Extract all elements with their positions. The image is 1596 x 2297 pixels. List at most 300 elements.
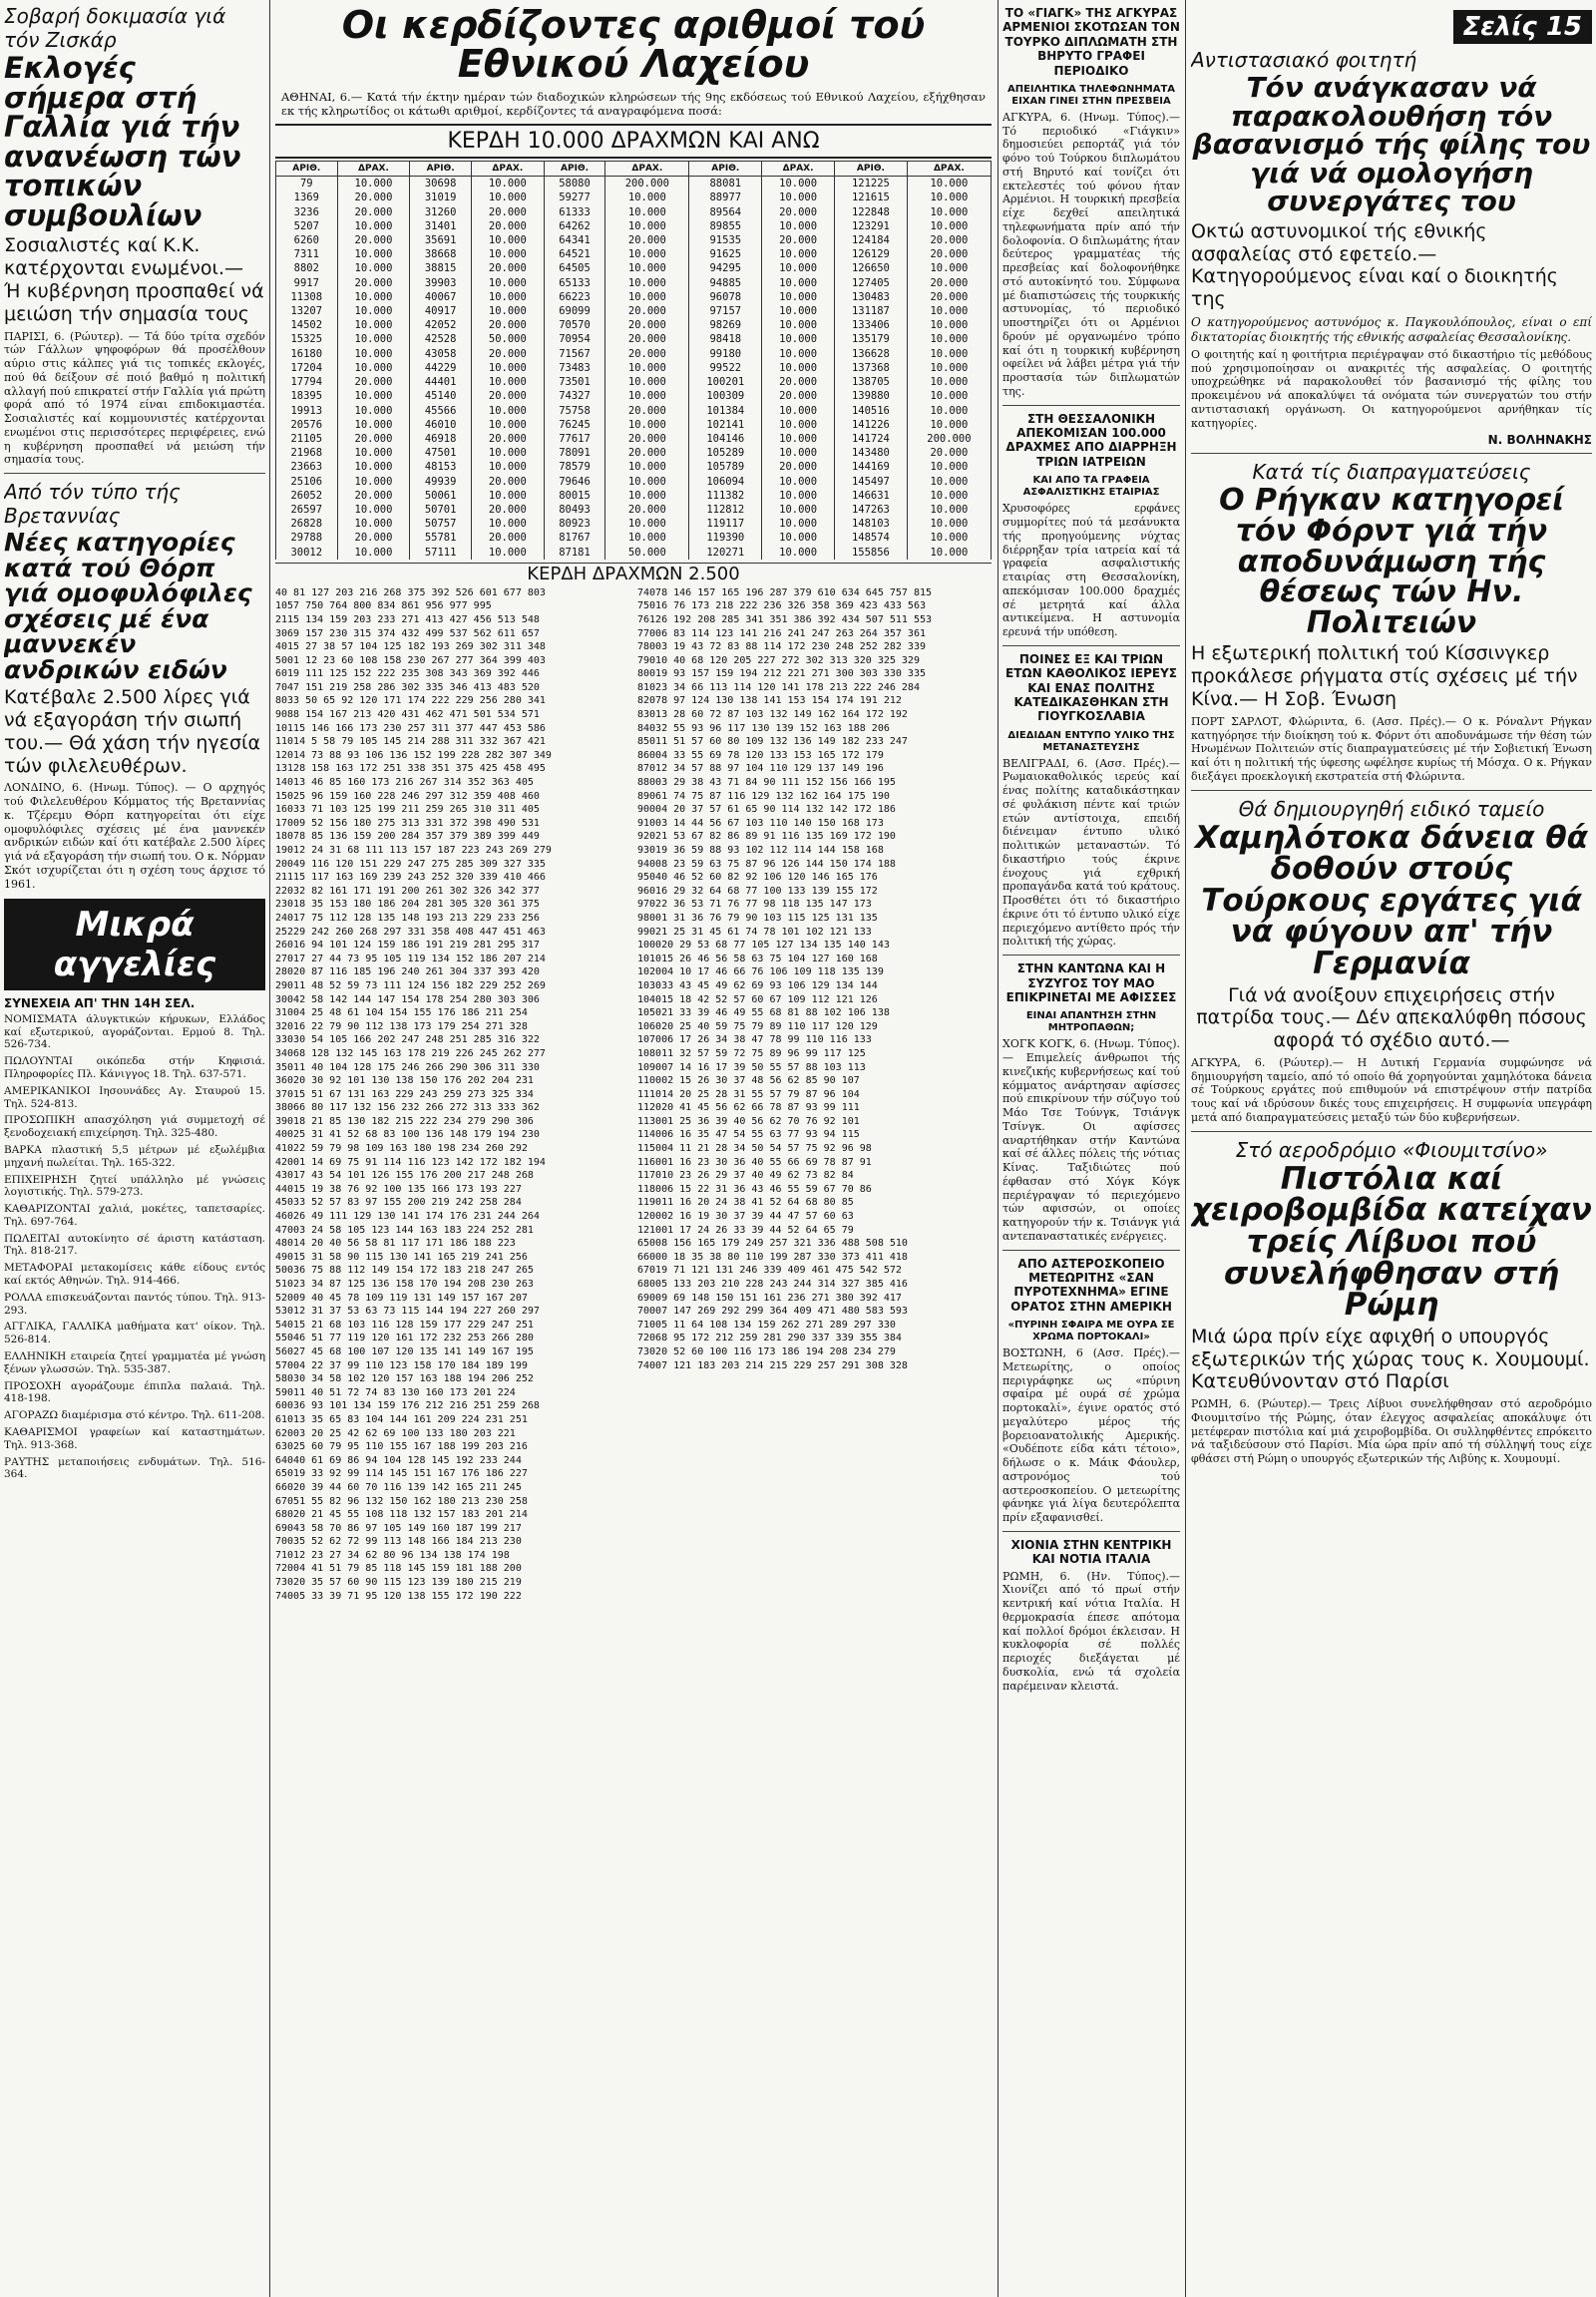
- prize-number-line: 58030 34 58 102 120 157 163 188 194 206 252: [275, 1373, 534, 1385]
- kicker-student: Αντιστασιακό φοιτητή: [1191, 48, 1417, 72]
- prize-number-line: 59011 40 51 72 74 83 130 160 173 201 224: [275, 1386, 516, 1398]
- prize-number-line: 3069 157 230 315 374 432 499 537 562 611 657: [275, 627, 540, 639]
- table-cell: 10.000: [762, 475, 835, 489]
- table-header: ΔΡΑΧ.: [337, 162, 410, 177]
- table-cell: 13207: [276, 304, 338, 318]
- prize-number-line: 71012 23 27 34 62 80 96 134 138 174 198: [275, 1549, 510, 1561]
- table-cell: 10.000: [907, 261, 991, 275]
- prize-number-line: 28020 87 116 185 196 240 261 304 337 393 420: [275, 966, 540, 978]
- table-cell: 30698: [410, 177, 472, 191]
- brief-meteor-text: ΒΟΣΤΩΝΗ, 6 (Ασσ. Πρές).— Μετεωρίτης, ο οποίος περιγράφηκε ως «πύρινη σφαίρα μέ ουρά σέ χρώμα πορτοκαλί», έγινε ορατός στό μεγαλύτερο μέρος τής βορειοανατολικής Αμερικής. «Ουδέποτε είδα κάτι τέτοιο», δήλωσε ο κ. Μάικ Φάουλερ, αστρονόμος τού αστεροσκοπείου. Ο μετεωρίτης φάνηκε γιά λίγα δευτερόλεπτα πρίν εξαφανισθεί.: [1002, 1346, 1180, 1525]
- headline-turkish-workers: Χαμηλότοκα δάνεια θά δοθούν στούς Τούρκους εργάτες γιά νά φύγουν απ' τήν Γερμανία: [1195, 819, 1588, 981]
- prize-number-line: 113001 25 36 39 40 56 62 70 76 92 101: [637, 1115, 860, 1127]
- prize-number-line: 49015 31 58 90 115 130 141 165 219 241 256: [275, 1251, 528, 1263]
- table-cell: 44229: [410, 361, 472, 375]
- table-cell: 69099: [544, 304, 605, 318]
- table-cell: 10.000: [762, 304, 835, 318]
- prize-number-line: 78003 19 43 72 83 88 114 172 230 248 252 282 339: [637, 641, 926, 653]
- table-cell: 58080: [544, 177, 605, 191]
- prize-number-line: 68020 21 45 55 108 118 132 157 183 201 214: [275, 1509, 528, 1521]
- brief-salonica-text: Χρυσοφόρες ερφάνες συμμορίτες πού τά μεσάνυκτα τής προηγούμενης νύχτας διέρρηξαν τρία ιατρεία καί τά γραφεία ασφαλιστικής εταιρίας στη Θεσσαλονίκη, απεκόμισαν 100.000 δραχμές σέ μετρητά καί άλλα αντικείμενα. Η αστυνομία ερευνά τήν υπόθεση.: [1002, 502, 1180, 639]
- prize-number-line: 89061 74 75 87 116 129 132 162 164 175 190: [637, 790, 890, 802]
- table-cell: 45566: [410, 404, 472, 418]
- prize-number-line: 85011 51 57 60 80 109 132 136 149 182 233 247: [637, 736, 908, 748]
- headline-thorpe: Νέες κατηγορίες κατά τού Θόρπ γιά ομοφυλόφιλες σχέσεις μέ ένα μαννεκέν ανδρικών ειδών: [4, 528, 252, 684]
- prize-number-line: 94008 23 59 63 75 87 96 126 144 150 174 188: [637, 858, 896, 870]
- prize-number-line: 2115 134 159 203 233 271 413 427 456 513 548: [275, 613, 540, 625]
- prize-number-line: 97022 36 53 71 76 77 98 118 135 147 173: [637, 899, 872, 911]
- table-cell: 10.000: [471, 460, 544, 474]
- table-cell: 10.000: [337, 546, 410, 560]
- prize-number-line: 70035 52 62 72 99 113 148 166 184 213 230: [275, 1536, 522, 1548]
- table-cell: 1369: [276, 191, 338, 204]
- prize-number-line: 90004 20 37 57 61 65 90 114 132 142 172 186: [637, 804, 896, 816]
- table-cell: 20.000: [337, 489, 410, 503]
- table-cell: 136628: [835, 347, 908, 361]
- brief-yugoslavia-title: ΠΟΙΝΕΣ ΕΞ ΚΑΙ ΤΡΙΩΝ ΕΤΩΝ ΚΑΘΟΛΙΚΟΣ ΙΕΡΕΥΣ ΚΑΙ ΕΝΑΣ ΠΟΛΙΤΗΣ ΚΑΤΕΔΙΚΑΣΘΗΚΑΝ ΣΤΗ ΓΙΟΥΓΚΟΣΛΑΒΙΑ: [1005, 651, 1177, 724]
- brief-ankara-text: ΑΓΚΥΡΑ, 6. (Ηνωμ. Τύπος).— Τό περιοδικό «Γιάγκιν» δημοσιεύει ρεπορτάζ γιά τόν φόνο τού Τούρκου διπλωμάτου στή Βηρυτό καί τονίζει ότι εκτελεστές τού φόνου ήταν Αρμένιοι. Η τουρκική πρεσβεία είχε δεχθεί απειλητικά τηλεφωνήματα πρίν από τήν δολοφονία. Ο διπλωμάτης ήταν δεύτερος γραμματέας τής πρεσβείας καί δολοφονήθηκε στό αυτοκίνητό του. Σύμφωνα μέ διαπιστώσεις τής τουρκικής αστυνομίας, τό περιοδικό υποστηρίζει ότι οι Αρμένιοι δρούν μέ οργανωμένο τρόπο καί ότι η τουρκική κυβέρνηση οφείλει νά λάβει μέτρα γιά τήν προστασία τών διπλωματών της.: [1002, 110, 1180, 398]
- table-cell: 77617: [544, 432, 605, 446]
- table-cell: 88081: [689, 177, 762, 191]
- prize-number-line: 32016 22 79 90 112 138 173 179 254 271 328: [275, 1020, 528, 1032]
- table-cell: 20.000: [605, 318, 689, 332]
- table-cell: 133406: [835, 318, 908, 332]
- table-row: [276, 404, 992, 418]
- table-cell: 139880: [835, 389, 908, 403]
- headline-gallia: Εκλογές σήμερα στή Γαλλία γιά τήν ανανέωση τών τοπικών συμβουλίων: [4, 51, 241, 232]
- table-cell: 10.000: [907, 347, 991, 361]
- table-cell: 200.000: [907, 432, 991, 446]
- prize-number-line: 104015 18 42 52 57 60 67 109 112 121 126: [637, 993, 878, 1005]
- table-cell: 10.000: [907, 304, 991, 318]
- prize-number-line: 108011 32 57 59 72 75 89 96 99 117 125: [637, 1047, 866, 1059]
- table-cell: 10.000: [337, 389, 410, 403]
- table-cell: 137368: [835, 361, 908, 375]
- table-cell: 81767: [544, 531, 605, 545]
- table-cell: 20.000: [605, 347, 689, 361]
- table-cell: 122848: [835, 205, 908, 219]
- prize-number-line: 24017 75 112 128 135 148 193 213 229 233 256: [275, 912, 540, 924]
- prize-number-line: 61013 35 65 83 104 144 161 209 224 231 251: [275, 1413, 528, 1425]
- table-cell: 42052: [410, 318, 472, 332]
- table-cell: 71567: [544, 347, 605, 361]
- page-number-label: Σελίς 15: [1453, 10, 1592, 44]
- table-cell: 40917: [410, 304, 472, 318]
- prize-number-line: 23018 35 153 180 186 204 281 305 320 361 375: [275, 899, 540, 911]
- table-cell: 10.000: [337, 332, 410, 346]
- table-cell: 20.000: [605, 233, 689, 247]
- table-cell: 10.000: [762, 404, 835, 418]
- table-row: [276, 261, 992, 275]
- table-cell: 97157: [689, 304, 762, 318]
- table-cell: 21105: [276, 432, 338, 446]
- table-cell: 10.000: [605, 389, 689, 403]
- table-cell: 64521: [544, 247, 605, 261]
- brief-meteor-subtitle: «ΠΥΡΙΝΗ ΣΦΑΙΡΑ ΜΕ ΟΥΡΑ ΣΕ ΧΡΩΜΑ ΠΟΡΤΟΚΑΛΙ»: [1007, 1320, 1175, 1343]
- table-cell: 10.000: [907, 219, 991, 233]
- table-cell: 10.000: [907, 531, 991, 545]
- table-row: [276, 177, 992, 191]
- table-cell: 20.000: [907, 233, 991, 247]
- table-cell: 35691: [410, 233, 472, 247]
- headline-reagan: Ο Ρήγκαν κατηγορεί τόν Φόρντ γιά τήν αποδυνάμωση τής θέσεως τών Ην. Πολιτειών: [1219, 483, 1564, 640]
- table-cell: 100309: [689, 389, 762, 403]
- table-cell: 20.000: [471, 347, 544, 361]
- table-cell: 20.000: [762, 375, 835, 389]
- table-cell: 10.000: [907, 332, 991, 346]
- table-cell: 10.000: [471, 290, 544, 304]
- table-cell: 20.000: [471, 503, 544, 517]
- table-cell: 29788: [276, 531, 338, 545]
- table-cell: 18395: [276, 389, 338, 403]
- prize-number-line: 41022 59 79 98 109 163 180 198 234 260 292: [275, 1143, 528, 1155]
- table-cell: 80923: [544, 517, 605, 531]
- table-cell: 20.000: [337, 233, 410, 247]
- table-cell: 98269: [689, 318, 762, 332]
- article-reagan: ΠΟΡΤ ΣΑΡΛΟΤ, Φλώριντα, 6. (Ασσ. Πρές).— Ο κ. Ρόναλντ Ρήγκαν κατηγόρησε τήν διοίκηση τού κ. Φόρντ ότι αποδυνάμωσε τήν θέση τών Ηνωμένων Πολιτειών στίς διαπραγματεύσεις μέ τήν Σοβιετική Ένωση καί ότι η πολιτική τής ύφεσης ωφέλησε κυρίως τή Μόσχα. Ο κ. Ρήγκαν διεξάγει προεκλογική εκστρατεία στή Φλώριντα.: [1191, 714, 1592, 783]
- table-row: [276, 503, 992, 517]
- prize-number-line: 9088 154 167 213 420 431 462 471 501 534 571: [275, 709, 540, 721]
- table-row: [276, 191, 992, 204]
- table-cell: 10.000: [471, 191, 544, 204]
- table-row: [276, 318, 992, 332]
- prize-number-line: 5001 12 23 60 108 158 230 267 277 364 399 403: [275, 654, 546, 666]
- table-cell: 20.000: [337, 191, 410, 204]
- headline-lottery: Οι κερδίζοντες αριθμοί τού Εθνικού Λαχείου: [341, 3, 926, 86]
- prize-number-line: 75016 76 173 218 222 236 326 358 369 423 433 563: [637, 600, 926, 612]
- prize-number-line: 116001 16 23 30 36 40 55 66 69 78 87 91: [637, 1156, 872, 1168]
- table-row: [276, 219, 992, 233]
- table-cell: 7311: [276, 247, 338, 261]
- table-cell: 10.000: [337, 446, 410, 460]
- table-cell: 50.000: [605, 546, 689, 560]
- table-cell: 89564: [689, 205, 762, 219]
- prize-number-line: 43017 43 54 101 126 155 176 200 217 248 268: [275, 1170, 534, 1182]
- brief-canton-text: ΧΟΓΚ ΚΟΓΚ, 6. (Ηνωμ. Τύπος).— Επιμελείς άνθρωποι τής κινεζικής κυβερνήσεως καί τού κόμματος ανάρτησαν αφίσσες πού επικρίνουν τήν σύζυγο τού Μάο Τσε Τούνγκ, Τσιάνγκ Τσίνγκ. Οι αφίσσες αναρτήθηκαν στήν Καντώνα καί σέ άλλες πόλεις τής νότιας Κίνας. Ταξιδιώτες πού έφθασαν στό Χόγκ Κόγκ περιέγραψαν τό περιεχόμενο τών αφισσών, οι οποίες κατηγορούν τήν κ. Τσιάνγκ γιά αντεπαναστατικές ενέργειες.: [1002, 1037, 1180, 1243]
- divider: [1002, 645, 1180, 646]
- table-cell: 40067: [410, 290, 472, 304]
- table-cell: 20.000: [907, 247, 991, 261]
- brief-yugoslavia-subtitle: ΔΙΕΔΙΔΑΝ ΕΝΤΥΠΟ ΥΛΙΚΟ ΤΗΣ ΜΕΤΑΝΑΣΤΕΥΣΗΣ: [1007, 729, 1175, 753]
- article-thorpe: ΛΟΝΔΙΝΟ, 6. (Ηνωμ. Τύπος). — Ο αρχηγός τού Φιλελευθέρου Κόμματος τής Βρεταννίας κ. Τζέρεμυ Θόρπ κατηγορείται ότι είχε ομοφυλόφιλες σχέσεις μέ ένα μαννεκέν ανδρικών ειδών καί ότι κατέβαλε 2.500 λίρες γιά νά εξαγοράση τήν σιωπή του. Ο κ. Νόρμαν Σκότ ισχυρίζεται ότι η σχέση τους άρχισε τό 1961.: [4, 781, 265, 891]
- table-cell: 10.000: [471, 177, 544, 191]
- table-cell: 70570: [544, 318, 605, 332]
- table-cell: 10.000: [762, 446, 835, 460]
- table-cell: 20.000: [762, 460, 835, 474]
- table-row: [276, 247, 992, 261]
- table-row: [276, 290, 992, 304]
- article-libyans: ΡΩΜΗ, 6. (Ρώυτερ).— Τρεις Λίβυοι συνελήφθησαν στό αεροδρόμιο Φιουμιτσίνο τής Ρώμης, όταν έλεγχος ασφαλείας αποκάλυψε ότι μετέφεραν πιστόλια καί μιά χειροβομβίδα. Οι συλληφθέντες επρόκειτο νά ταξιδεύσουν στό Παρίσι. Μία ώρα πρίν από τή σύλληψή τους είχε φθάσει στή Ρώμη ο υπουργός εξωτερικών τής Λιβύης κ. Χουμουμί.: [1191, 1397, 1592, 1466]
- table-cell: 91535: [689, 233, 762, 247]
- table-cell: 121225: [835, 177, 908, 191]
- table-cell: 20.000: [605, 446, 689, 460]
- table-row: [276, 446, 992, 460]
- table-cell: 10.000: [907, 475, 991, 489]
- prize-number-line: 40025 31 41 52 68 83 100 136 148 179 194 230: [275, 1129, 540, 1141]
- table-cell: 10.000: [762, 347, 835, 361]
- table-cell: 10.000: [762, 361, 835, 375]
- table-cell: 144169: [835, 460, 908, 474]
- table-cell: 10.000: [762, 531, 835, 545]
- prize-number-line: 88003 29 38 43 71 84 90 111 152 156 166 195: [637, 777, 896, 789]
- table-cell: 20.000: [471, 531, 544, 545]
- prize-number-line: 50036 75 88 112 149 154 172 183 218 247 265: [275, 1265, 534, 1277]
- table-cell: 9917: [276, 276, 338, 290]
- divider: [1002, 955, 1180, 956]
- article-student: Ο φοιτητής καί η φοιτήτρια περιέγραψαν στό δικαστήριο τίς μεθόδους πού χρησιμοποίησαν οι ανακριτές τής ασφαλείας. Ο φοιτητής υποχρεώθηκε νά παρακολουθεί τόν βασανισμό τής φίλης του προκειμένου νά αποκαλύψει τά ονόματα τών συνεργατών του στήν αντιστασιακή οργάνωση. Οι κατηγορούμενοι αρνήθηκαν τίς κατηγορίες.: [1191, 347, 1592, 430]
- prize-number-line: 99021 25 31 45 61 74 78 101 102 121 133: [637, 926, 872, 938]
- table-cell: 119117: [689, 517, 762, 531]
- prize-number-line: 72068 95 172 212 259 281 290 337 339 355 384: [637, 1333, 902, 1344]
- brief-ankara-subtitle: ΑΠΕΙΛΗΤΙΚΑ ΤΗΛΕΦΩΝΗΜΑΤΑ ΕΙΧΑΝ ΓΙΝΕΙ ΣΤΗΝ ΠΡΕΣΒΕΙΑ: [1006, 83, 1176, 107]
- table-cell: 99522: [689, 361, 762, 375]
- table-cell: 98418: [689, 332, 762, 346]
- classified-ad: ΡΑΥΤΗΣ μεταποιήσεις ενδυμάτων. Τηλ. 516-364.: [4, 1455, 265, 1481]
- prize-number-line: 103033 43 45 49 62 69 93 106 129 134 144: [637, 979, 878, 991]
- table-header: ΔΡΑΧ.: [907, 162, 991, 177]
- prize-number-line: 22032 82 161 171 191 200 261 302 326 342 377: [275, 885, 540, 897]
- table-cell: 10.000: [907, 205, 991, 219]
- table-cell: 126650: [835, 261, 908, 275]
- prize-number-line: 12014 73 88 93 106 136 152 199 228 282 307 349: [275, 749, 552, 761]
- table-cell: 10.000: [605, 418, 689, 432]
- kicker-reagan: Κατά τίς διαπραγματεύσεις: [1252, 460, 1531, 485]
- table-row: [276, 432, 992, 446]
- table-cell: 78579: [544, 460, 605, 474]
- table-cell: 10.000: [762, 489, 835, 503]
- prize-number-line: 55046 51 77 119 120 161 172 232 253 266 280: [275, 1333, 534, 1344]
- classifieds-banner: Μικρά αγγελίες: [4, 899, 265, 990]
- table-row: [276, 276, 992, 290]
- prize-number-line: 63025 60 79 95 110 155 167 188 199 203 216: [275, 1441, 528, 1453]
- table-cell: 10.000: [471, 361, 544, 375]
- table-cell: 20.000: [907, 276, 991, 290]
- table-cell: 10.000: [605, 261, 689, 275]
- table-cell: 26597: [276, 503, 338, 517]
- table-cell: 64505: [544, 261, 605, 275]
- table-row: [276, 475, 992, 489]
- prize-number-line: 69043 58 70 86 97 105 149 160 187 199 217: [275, 1522, 522, 1534]
- prize-number-line: 45033 52 57 83 97 155 200 219 242 258 284: [275, 1197, 522, 1209]
- table-cell: 30012: [276, 546, 338, 560]
- table-cell: 20.000: [471, 318, 544, 332]
- table-cell: 10.000: [337, 404, 410, 418]
- table-cell: 10.000: [907, 418, 991, 432]
- prize-number-line: 26016 94 101 124 159 186 191 219 281 295 317: [275, 940, 540, 952]
- prize-number-line: 17009 52 156 180 275 313 331 372 398 490 531: [275, 817, 540, 829]
- table-row: [276, 361, 992, 375]
- table-cell: 99180: [689, 347, 762, 361]
- table-cell: 124184: [835, 233, 908, 247]
- table-cell: 131187: [835, 304, 908, 318]
- table-cell: 39903: [410, 276, 472, 290]
- subhead-thorpe: Κατέβαλε 2.500 λίρες γιά νά εξαγοράση τήν σιωπή του.— Θά χάση τήν ηγεσία τών φιλελευθέρων.: [4, 686, 260, 777]
- table-cell: 44401: [410, 375, 472, 389]
- lottery-intro: ΑΘΗΝΑΙ, 6.— Κατά τήν έκτην ημέραν τών διαδοχικών κληρώσεων τής 9ης εκδόσεως τού Εθνικού Λαχείου, εξήχθησαν εκ τής κληρωτίδος οι κάτωθι αριθμοί, κερδίζοντες τά αναγραφόμενα ποσά:: [281, 89, 986, 118]
- prize-number-line: 68005 133 203 210 228 243 244 314 327 385 416: [637, 1279, 908, 1291]
- prize-number-line: 102004 10 17 46 66 76 106 109 118 135 139: [637, 966, 884, 978]
- prize-number-line: 13128 158 163 172 251 338 351 375 425 458 495: [275, 763, 546, 775]
- table-cell: 141226: [835, 418, 908, 432]
- subhead-reagan: Η εξωτερική πολιτική τού Κίσσινγκερ προκάλεσε ρήγματα στίς σχέσεις μέ τήν Κίνα.— Η Σοβ. Ένωση: [1191, 642, 1578, 710]
- table-cell: 121615: [835, 191, 908, 204]
- article-gallia: ΠΑΡΙΣΙ, 6. (Ρώυτερ). — Τά δύο τρίτα σχεδόν τών Γάλλων ψηφοφόρων θά προσέλθουν αύριο στις κάλπες γιά τις τοπικές εκλογές, πού θά δείξουν σέ ποιό βαθμό η πολιτική αλλαγή πού επικρατεί στήν Γαλλία γιά πρώτη φορά από τό 1974 είναι επιδοκιμαστέα. Σοσιαλιστές καί κομμουνιστές κατέρχονται ενωμένοι στις περισσότερες περιφέρειες, ενώ η κυβέρνηση προσπαθεί νά μειώση τήν σημασία τους.: [4, 329, 265, 467]
- kicker-libyans: Στό αεροδρόμιο «Φιουμιτσίνο»: [1235, 1137, 1548, 1162]
- prize-number-line: 69009 69 148 150 151 161 236 271 380 392 417: [637, 1292, 902, 1304]
- prize-number-line: 46026 49 111 129 130 141 174 176 231 244 264: [275, 1211, 540, 1223]
- table-cell: 5207: [276, 219, 338, 233]
- classified-ad: ΑΓΓΛΙΚΑ, ΓΑΛΛΙΚΑ μαθήματα κατ' οίκον. Τηλ. 526-814.: [4, 1321, 265, 1346]
- prize-number-line: 100020 29 53 68 77 105 127 134 135 140 143: [637, 940, 890, 952]
- divider: [1191, 1131, 1592, 1132]
- table-row: [276, 489, 992, 503]
- table-cell: 10.000: [337, 177, 410, 191]
- table-cell: 21968: [276, 446, 338, 460]
- table-cell: 10.000: [337, 418, 410, 432]
- prize-number-line: 109007 14 16 17 39 50 55 57 88 103 113: [637, 1061, 866, 1073]
- table-cell: 94885: [689, 276, 762, 290]
- prize-number-line: 39018 21 85 130 182 215 222 234 279 290 306: [275, 1115, 534, 1127]
- classified-ad: ΑΜΕΡΙΚΑΝΙΚΟΙ Ιησουνάδες Αγ. Σταυρού 15. Τηλ. 524-813.: [4, 1084, 265, 1110]
- table-cell: 10.000: [605, 375, 689, 389]
- classified-ad: ΠΡΟΣΩΠΙΚΗ απασχόληση γιά συμμετοχή σέ ξενοδοχειακή επιχείρηση. Τηλ. 325-480.: [4, 1114, 265, 1140]
- table-cell: 10.000: [605, 191, 689, 204]
- table-cell: 50061: [410, 489, 472, 503]
- table-cell: 10.000: [471, 489, 544, 503]
- table-cell: 10.000: [471, 247, 544, 261]
- table-cell: 94295: [689, 261, 762, 275]
- table-cell: 26052: [276, 489, 338, 503]
- table-cell: 10.000: [337, 318, 410, 332]
- prize-number-line: 53012 31 37 53 63 73 115 144 194 227 260 297: [275, 1306, 540, 1318]
- table-cell: 10.000: [605, 517, 689, 531]
- classifieds-note: ΣΥΝΕΧΕΙΑ ΑΠ' ΤΗΝ 14Η ΣΕΛ.: [4, 996, 196, 1011]
- table-cell: 10.000: [471, 404, 544, 418]
- kicker-thorpe: Από τόν τύπο τής Βρεταννίας: [4, 480, 181, 529]
- prize-number-line: 19012 24 31 68 111 113 157 187 223 243 269 279: [275, 845, 552, 857]
- table-cell: 17794: [276, 375, 338, 389]
- divider: [1191, 453, 1592, 454]
- table-cell: 31260: [410, 205, 472, 219]
- table-cell: 26828: [276, 517, 338, 531]
- table-header: ΑΡΙΘ.: [276, 162, 338, 177]
- prize-number-line: 65008 156 165 179 249 257 321 336 488 508 510: [637, 1238, 908, 1250]
- classified-ad: ΠΩΛΕΙΤΑΙ αυτοκίνητο σέ άριστη κατάσταση. Τηλ. 818-217.: [4, 1232, 265, 1258]
- table-cell: 10.000: [605, 361, 689, 375]
- table-cell: 20.000: [605, 404, 689, 418]
- table-cell: 138705: [835, 375, 908, 389]
- table-cell: 10.000: [762, 247, 835, 261]
- prize-number-line: 106020 25 40 59 75 79 89 110 117 120 129: [637, 1020, 878, 1032]
- table-header: ΔΡΑΧ.: [471, 162, 544, 177]
- table-cell: 10.000: [471, 304, 544, 318]
- table-cell: 10.000: [907, 546, 991, 560]
- table-cell: 10.000: [907, 318, 991, 332]
- table-cell: 10.000: [907, 375, 991, 389]
- brief-canton-subtitle: ΕΙΝΑΙ ΑΠΑΝΤΗΣΗ ΣΤΗΝ ΜΗΤΡΟΠΑΘΩΝ;: [1025, 1010, 1157, 1034]
- subhead-turkish-workers: Γιά νά ανοίξουν επιχειρήσεις στήν πατρίδα τους.— Δέν απεκαλύφθη πόσους αφορά τό σχέδιο αυτό.—: [1196, 983, 1587, 1052]
- table-cell: 88977: [689, 191, 762, 204]
- table-cell: 20.000: [762, 205, 835, 219]
- table-cell: 42528: [410, 332, 472, 346]
- prize-number-line: 47003 24 58 105 123 144 163 183 224 252 281: [275, 1224, 534, 1236]
- table-cell: 10.000: [907, 361, 991, 375]
- table-cell: 10.000: [605, 219, 689, 233]
- prize-number-line: 4015 27 38 57 104 125 182 193 269 302 311 348: [275, 641, 546, 653]
- headline-student: Τόν ανάγκασαν νά παρακολουθήση τόν βασανισμό τής φίλης του γιά νά ομολογήση συνεργάτες του: [1192, 71, 1591, 218]
- table-cell: 91625: [689, 247, 762, 261]
- table-cell: 50701: [410, 503, 472, 517]
- prize-number-line: 79010 40 68 120 205 227 272 302 313 320 325 329: [637, 654, 920, 666]
- table-cell: 87181: [544, 546, 605, 560]
- prize-number-line: 42001 14 69 75 91 114 116 123 142 172 182 194: [275, 1156, 546, 1168]
- prize-number-line: 6019 111 125 152 222 235 308 343 369 392 446: [275, 668, 540, 680]
- classified-ad: ΚΑΘΑΡΙΖΟΝΤΑΙ χαλιά, μοκέτες, ταπετσαρίες. Τηλ. 697-764.: [4, 1203, 265, 1228]
- table-cell: 10.000: [762, 290, 835, 304]
- table-row: [276, 304, 992, 318]
- prize-number-line: 34068 128 132 145 163 178 219 226 245 262 277: [275, 1047, 546, 1059]
- table-header: ΔΡΑΧ.: [762, 162, 835, 177]
- table-cell: 10.000: [907, 389, 991, 403]
- prize-number-line: 67019 71 121 131 246 339 409 461 475 542 572: [637, 1265, 902, 1277]
- table-cell: 46918: [410, 432, 472, 446]
- table-cell: 10.000: [337, 304, 410, 318]
- table-row: [276, 460, 992, 474]
- table-cell: 43058: [410, 347, 472, 361]
- table-cell: 46010: [410, 418, 472, 432]
- brief-salonica-title: ΣΤΗ ΘΕΣΣΑΛΟΝΙΚΗ ΑΠΕΚΟΜΙΣΑΝ 100.000 ΔΡΑΧΜΕΣ ΑΠΟ ΔΙΑΡΡΗΞΗ ΤΡΙΩΝ ΙΑΤΡΕΙΩΝ: [1005, 411, 1177, 469]
- table-cell: 10.000: [605, 290, 689, 304]
- brief-ankara-title: ΤΟ «ΓΙΑΓΚ» ΤΗΣ ΑΓΚΥΡΑΣ ΑΡΜΕΝΙΟΙ ΣΚΟΤΩΣΑΝ ΤΟΝ ΤΟΥΡΚΟ ΔΙΠΛΩΜΑΤΗ ΣΤΗ ΒΗΡΥΤΟ ΓΡΑΦΕΙ ΠΕΡΙΟΔΙΚΟ: [1002, 6, 1180, 78]
- table-cell: 147263: [835, 503, 908, 517]
- table-cell: 10.000: [762, 517, 835, 531]
- prize-number-line: 54015 21 68 103 116 128 159 177 229 247 251: [275, 1319, 534, 1331]
- table-cell: 55781: [410, 531, 472, 545]
- table-cell: 20.000: [605, 332, 689, 346]
- small-prizes-right: [637, 586, 992, 1604]
- prize-number-line: 77006 83 114 123 141 216 241 247 263 264 357 361: [637, 627, 926, 639]
- prize-number-line: 29011 48 52 59 73 111 124 156 182 229 252 269: [275, 979, 546, 991]
- prize-number-line: 74007 121 183 203 214 215 229 257 291 308 328: [637, 1359, 908, 1371]
- table-row: [276, 375, 992, 389]
- classified-ad: ΠΡΟΣΟΧΗ αγοράζουμε έπιπλα παλαιά. Τηλ. 418-198.: [4, 1379, 265, 1405]
- table-cell: 20.000: [471, 389, 544, 403]
- lottery-table-title: ΚΕΡΔΗ 10.000 ΔΡΑΧΜΩΝ ΚΑΙ ΑΝΩ: [275, 124, 992, 159]
- table-row: [276, 418, 992, 432]
- table-cell: 10.000: [762, 261, 835, 275]
- table-cell: 105289: [689, 446, 762, 460]
- prize-number-line: 60036 93 101 134 159 176 212 216 251 259 268: [275, 1400, 540, 1412]
- classified-ad: ΝΟΜΙΣΜΑΤΑ άλυγκτικών κήρυκων, Ελλάδος καί εξωτερικού, αγοράζονται. Ερμού 8. Τηλ. 526-734.: [4, 1012, 265, 1051]
- table-cell: 126129: [835, 247, 908, 261]
- classified-ad: ΒΑΡΚΑ πλαστική 5,5 μέτρων μέ εξωλέμβια μηχανή πωλείται. Τηλ. 165-322.: [4, 1143, 265, 1169]
- prize-number-line: 82078 97 124 130 138 141 153 154 174 191 212: [637, 695, 902, 707]
- table-cell: 10.000: [605, 276, 689, 290]
- classified-ad: ΕΠΙΧΕΙΡΗΣΗ ζητεί υπάλληλο μέ γνώσεις λογιστικής. Τηλ. 579-273.: [4, 1173, 265, 1199]
- prize-number-line: 1057 750 764 800 834 861 956 977 995: [275, 600, 492, 612]
- table-cell: 10.000: [471, 446, 544, 460]
- table-cell: 10.000: [907, 177, 991, 191]
- prize-number-line: 62003 20 25 42 62 69 100 133 180 203 221: [275, 1427, 516, 1439]
- prize-number-line: 107006 17 26 34 38 47 78 99 110 116 133: [637, 1034, 872, 1046]
- table-header: ΑΡΙΘ.: [544, 162, 605, 177]
- table-cell: 20.000: [471, 219, 544, 233]
- table-cell: 10.000: [337, 460, 410, 474]
- table-cell: 73501: [544, 375, 605, 389]
- table-cell: 20.000: [907, 446, 991, 460]
- prize-number-line: 65019 33 92 99 114 145 151 167 176 186 227: [275, 1468, 528, 1480]
- prize-number-line: 112020 41 45 56 62 66 78 87 93 99 111: [637, 1102, 860, 1114]
